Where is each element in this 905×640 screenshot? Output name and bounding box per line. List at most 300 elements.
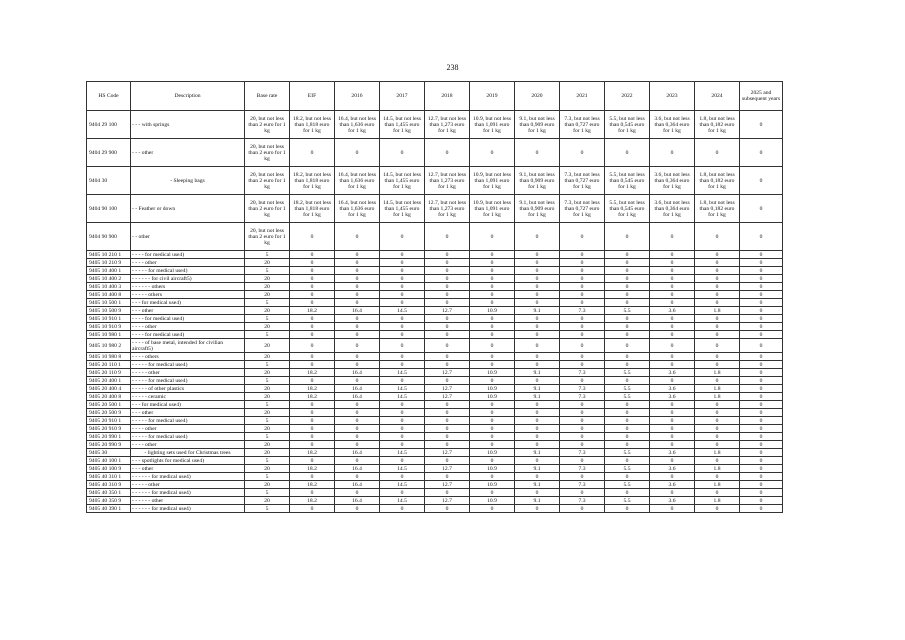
rate-cell: 9.1 — [515, 449, 560, 457]
rate-cell: 0 — [425, 417, 470, 425]
base-rate-cell: 20 — [245, 283, 290, 291]
hs-code-cell: 9405 10 400 3 — [87, 283, 131, 291]
rate-cell: 0 — [335, 505, 380, 513]
rate-cell: 9.1 — [515, 393, 560, 401]
base-rate-cell: 20, but not less than 2 euro for 1 kg — [245, 111, 290, 139]
rate-cell: 0 — [425, 409, 470, 417]
rate-cell: 0 — [605, 315, 650, 323]
table-row — [87, 267, 783, 275]
rate-cell: 1.8 — [695, 481, 740, 489]
rate-cell: 0 — [695, 489, 740, 497]
rate-cell: 0 — [335, 361, 380, 369]
base-rate-cell: 20 — [245, 409, 290, 417]
rate-cell: 0 — [605, 417, 650, 425]
table-row — [87, 449, 783, 457]
description-cell: - - - - - other — [131, 481, 245, 489]
rate-cell: 0 — [740, 465, 783, 473]
description-cell: - - - - - for medical use4) — [131, 433, 245, 441]
rate-cell: 0 — [290, 267, 335, 275]
rate-cell: 0 — [470, 353, 515, 361]
rate-cell: 10.9, but not less than 1,091 euro for 1 kg — [470, 167, 515, 195]
rate-cell: 0 — [425, 457, 470, 465]
rate-cell: 0 — [740, 489, 783, 497]
description-cell: - - - - - - other — [131, 497, 245, 505]
rate-cell: 12.7 — [425, 369, 470, 377]
rate-cell: 18.2 — [290, 449, 335, 457]
rate-cell: 10.9 — [470, 465, 515, 473]
hs-code-cell: 9405 10 400 1 — [87, 267, 131, 275]
rate-cell: 0 — [470, 473, 515, 481]
hs-code-cell: 9405 20 910 1 — [87, 417, 131, 425]
rate-cell: 0 — [425, 315, 470, 323]
rate-cell: 0 — [380, 299, 425, 307]
rate-cell: 0 — [650, 339, 695, 353]
rate-cell: 5.5 — [605, 307, 650, 315]
table-row — [87, 473, 783, 481]
table-row — [87, 223, 783, 251]
rate-cell: 0 — [695, 299, 740, 307]
description-cell: - - - - - for medical use4) — [131, 267, 245, 275]
rate-cell: 0 — [515, 457, 560, 465]
rate-cell: 0 — [650, 441, 695, 449]
rate-cell: 14.5 — [380, 307, 425, 315]
rate-cell: 0 — [605, 283, 650, 291]
header-2018: 2018 — [425, 82, 470, 111]
rate-cell: 1.8 — [695, 307, 740, 315]
rate-cell: 0 — [515, 361, 560, 369]
rate-cell: 0 — [650, 425, 695, 433]
rate-cell: 0 — [740, 275, 783, 283]
rate-cell: 0 — [740, 425, 783, 433]
base-rate-cell: 5 — [245, 505, 290, 513]
rate-cell: 14.5 — [380, 393, 425, 401]
header-base-rate: Base rate — [245, 82, 290, 111]
header-2017: 2017 — [380, 82, 425, 111]
base-rate-cell: 20 — [245, 339, 290, 353]
hs-code-cell: 9405 20 910 9 — [87, 425, 131, 433]
rate-cell: 1.8 — [695, 393, 740, 401]
rate-cell: 0 — [605, 409, 650, 417]
base-rate-cell: 20, but not less than 2 euro for 1 kg — [245, 139, 290, 167]
rate-cell: 0 — [740, 167, 783, 195]
rate-cell: 0 — [380, 223, 425, 251]
base-rate-cell: 5 — [245, 299, 290, 307]
rate-cell: 0 — [335, 433, 380, 441]
hs-code-cell: 9405 40 310 9 — [87, 481, 131, 489]
rate-cell: 0 — [335, 275, 380, 283]
rate-cell: 0 — [335, 259, 380, 267]
rate-cell: 0 — [605, 401, 650, 409]
table-row — [87, 489, 783, 497]
description-cell: - - other — [131, 223, 245, 251]
rate-cell: 0 — [515, 417, 560, 425]
rate-cell: 0 — [695, 377, 740, 385]
rate-cell: 14.5 — [380, 385, 425, 393]
rate-cell: 0 — [515, 401, 560, 409]
base-rate-cell: 5 — [245, 433, 290, 441]
rate-cell: 0 — [740, 307, 783, 315]
rate-cell: 9.1 — [515, 481, 560, 489]
rate-cell: 0 — [740, 497, 783, 505]
table-row — [87, 339, 783, 353]
rate-cell: 14.5, but not less than 1,455 euro for 1 kg — [380, 195, 425, 223]
base-rate-cell: 20 — [245, 449, 290, 457]
rate-cell: 0 — [560, 315, 605, 323]
rate-cell: 0 — [560, 339, 605, 353]
rate-cell: 0 — [470, 457, 515, 465]
rate-cell: 0 — [290, 283, 335, 291]
rate-cell: 0 — [650, 433, 695, 441]
base-rate-cell: 20 — [245, 465, 290, 473]
description-cell: - - - - - - others — [131, 283, 245, 291]
rate-cell: 0 — [335, 223, 380, 251]
rate-cell: 10.9, but not less than 1,091 euro for 1 kg — [470, 111, 515, 139]
rate-cell: 0 — [425, 299, 470, 307]
rate-cell: 0 — [290, 409, 335, 417]
rate-cell: 0 — [290, 433, 335, 441]
rate-cell: 0 — [605, 299, 650, 307]
rate-cell: 0 — [515, 331, 560, 339]
rate-cell: 0 — [740, 417, 783, 425]
table-row — [87, 457, 783, 465]
rate-cell: 10.9 — [470, 497, 515, 505]
rate-cell: 16.4 — [335, 385, 380, 393]
rate-cell: 0 — [290, 473, 335, 481]
rate-cell: 3.6, but not less than 0,364 euro for 1 kg — [650, 195, 695, 223]
hs-code-cell: 9405 20 500 1 — [87, 401, 131, 409]
rate-cell: 16.4 — [335, 497, 380, 505]
rate-cell: 0 — [470, 315, 515, 323]
base-rate-cell: 20 — [245, 385, 290, 393]
rate-cell: 14.5, but not less than 1,455 euro for 1 kg — [380, 111, 425, 139]
rate-cell: 0 — [740, 393, 783, 401]
rate-cell: 0 — [380, 409, 425, 417]
rate-cell: 0 — [380, 377, 425, 385]
rate-cell: 18.2 — [290, 481, 335, 489]
rate-cell: 0 — [605, 377, 650, 385]
rate-cell: 0 — [650, 323, 695, 331]
rate-cell: 0 — [335, 457, 380, 465]
rate-cell: 0 — [425, 283, 470, 291]
rate-cell: 12.7, but not less than 1,273 euro for 1 kg — [425, 111, 470, 139]
hs-code-cell: 9405 10 210 9 — [87, 259, 131, 267]
rate-cell: 10.9 — [470, 449, 515, 457]
rate-cell: 18.2, but not less than 1,818 euro for 1 kg — [290, 167, 335, 195]
rate-cell: 0 — [605, 441, 650, 449]
hs-code-cell: 9404 30 — [87, 167, 131, 195]
rate-cell: 3.6 — [650, 393, 695, 401]
rate-cell: 0 — [560, 353, 605, 361]
hs-code-cell: 9405 20 110 1 — [87, 361, 131, 369]
rate-cell: 0 — [380, 291, 425, 299]
rate-cell: 0 — [650, 353, 695, 361]
hs-code-cell: 9405 20 500 9 — [87, 409, 131, 417]
rate-cell: 0 — [335, 339, 380, 353]
rate-cell: 0 — [695, 315, 740, 323]
rate-cell: 9.1 — [515, 465, 560, 473]
rate-cell: 0 — [560, 433, 605, 441]
table-row — [87, 497, 783, 505]
rate-cell: 0 — [380, 339, 425, 353]
rate-cell: 0 — [290, 299, 335, 307]
table-row — [87, 361, 783, 369]
rate-cell: 5.5, but not less than 0,545 euro for 1 kg — [605, 195, 650, 223]
rate-cell: 12.7 — [425, 449, 470, 457]
description-cell: - - - - for medical use4) — [131, 315, 245, 323]
rate-cell: 0 — [740, 457, 783, 465]
hs-code-cell: 9405 20 400 1 — [87, 377, 131, 385]
rate-cell: 0 — [515, 323, 560, 331]
rate-cell: 5.5 — [605, 481, 650, 489]
rate-cell: 0 — [515, 223, 560, 251]
rate-cell: 0 — [515, 473, 560, 481]
rate-cell: 0 — [380, 315, 425, 323]
rate-cell: 0 — [380, 323, 425, 331]
rate-cell: 0 — [560, 401, 605, 409]
rate-cell: 18.2, but not less than 1,818 euro for 1 kg — [290, 195, 335, 223]
table-row — [87, 111, 783, 139]
rate-cell: 10.9 — [470, 369, 515, 377]
rate-cell: 0 — [425, 353, 470, 361]
rate-cell: 0 — [650, 361, 695, 369]
page-number: 238 — [446, 63, 459, 72]
rate-cell: 0 — [335, 299, 380, 307]
rate-cell: 0 — [470, 251, 515, 259]
rate-cell: 0 — [695, 275, 740, 283]
rate-cell: 0 — [560, 267, 605, 275]
rate-cell: 0 — [380, 505, 425, 513]
rate-cell: 0 — [380, 139, 425, 167]
rate-cell: 9.1, but not less than 0,909 euro for 1 kg — [515, 195, 560, 223]
rate-cell: 0 — [605, 267, 650, 275]
rate-cell: 0 — [380, 353, 425, 361]
base-rate-cell: 20 — [245, 353, 290, 361]
base-rate-cell: 5 — [245, 417, 290, 425]
rate-cell: 0 — [650, 275, 695, 283]
rate-cell: 0 — [290, 331, 335, 339]
table-row — [87, 441, 783, 449]
rate-cell: 0 — [695, 457, 740, 465]
rate-cell: 14.5 — [380, 369, 425, 377]
table-row — [87, 291, 783, 299]
hs-code-cell: 9405 40 390 1 — [87, 505, 131, 513]
description-cell: - - - - - other — [131, 369, 245, 377]
rate-cell: 0 — [605, 457, 650, 465]
hs-code-cell: 9405 20 110 9 — [87, 369, 131, 377]
rate-cell: 0 — [470, 299, 515, 307]
rate-cell: 0 — [605, 425, 650, 433]
rate-cell: 0 — [470, 489, 515, 497]
rate-cell: 0 — [290, 259, 335, 267]
description-cell: - - - for medical use4) — [131, 299, 245, 307]
rate-cell: 0 — [695, 425, 740, 433]
rate-cell: 0 — [650, 377, 695, 385]
rate-cell: 0 — [335, 283, 380, 291]
rate-cell: 0 — [515, 315, 560, 323]
rate-cell: 12.7 — [425, 393, 470, 401]
rate-cell: 0 — [605, 223, 650, 251]
rate-cell: 0 — [740, 433, 783, 441]
hs-code-cell: 9405 40 350 1 — [87, 489, 131, 497]
header-2024: 2024 — [695, 82, 740, 111]
hs-code-cell: 9405 10 980 2 — [87, 339, 131, 353]
rate-cell: 0 — [650, 457, 695, 465]
table-header-row — [87, 82, 783, 111]
table-row — [87, 283, 783, 291]
rate-cell: 12.7 — [425, 465, 470, 473]
rate-cell: 16.4, but not less than 1,636 euro for 1 kg — [335, 111, 380, 139]
rate-cell: 0 — [560, 323, 605, 331]
rate-cell: 0 — [290, 223, 335, 251]
rate-cell: 5.5 — [605, 385, 650, 393]
rate-cell: 9.1 — [515, 497, 560, 505]
rate-cell: 0 — [515, 139, 560, 167]
hs-code-cell: 9405 40 310 1 — [87, 473, 131, 481]
base-rate-cell: 20, but not less than 2 euro for 1 kg — [245, 195, 290, 223]
rate-cell: 0 — [695, 323, 740, 331]
rate-cell: 0 — [740, 505, 783, 513]
rate-cell: 0 — [470, 291, 515, 299]
rate-cell: 7.3, but not less than 0,727 euro for 1 kg — [560, 195, 605, 223]
rate-cell: 0 — [380, 331, 425, 339]
description-cell: - - - other — [131, 409, 245, 417]
base-rate-cell: 5 — [245, 377, 290, 385]
rate-cell: 7.3, but not less than 0,727 euro for 1 kg — [560, 111, 605, 139]
rate-cell: 0 — [695, 505, 740, 513]
description-cell: - - Feather or down — [131, 195, 245, 223]
base-rate-cell: 20 — [245, 369, 290, 377]
rate-cell: 1.8 — [695, 385, 740, 393]
rate-cell: 5.5 — [605, 369, 650, 377]
rate-cell: 0 — [650, 315, 695, 323]
description-cell: - - - - - - for civil aircraft5) — [131, 275, 245, 283]
rate-cell: 10.9 — [470, 385, 515, 393]
rate-cell: 1.8 — [695, 449, 740, 457]
rate-cell: 0 — [290, 339, 335, 353]
description-cell: - - - - - - for medical use4) — [131, 473, 245, 481]
rate-cell: 0 — [740, 339, 783, 353]
rate-cell: 7.3 — [560, 369, 605, 377]
header-eif: EIF — [290, 82, 335, 111]
rate-cell: 12.7 — [425, 497, 470, 505]
rate-cell: 0 — [335, 291, 380, 299]
rate-cell: 0 — [290, 291, 335, 299]
rate-cell: 5.5 — [605, 393, 650, 401]
rate-cell: 0 — [425, 259, 470, 267]
description-cell: - - - - other — [131, 441, 245, 449]
rate-cell: 0 — [335, 401, 380, 409]
description-cell: - - - - - - for medical use4) — [131, 505, 245, 513]
rate-cell: 0 — [515, 283, 560, 291]
base-rate-cell: 20 — [245, 259, 290, 267]
rate-cell: 9.1 — [515, 369, 560, 377]
tariff-schedule-table — [86, 81, 783, 513]
rate-cell: 0 — [695, 417, 740, 425]
rate-cell: 0 — [740, 299, 783, 307]
header-2019: 2019 — [470, 82, 515, 111]
hs-code-cell: 9405 20 400 4 — [87, 385, 131, 393]
table-row — [87, 323, 783, 331]
table-row — [87, 465, 783, 473]
rate-cell: 0 — [740, 223, 783, 251]
description-cell: - - - other — [131, 465, 245, 473]
rate-cell: 0 — [380, 457, 425, 465]
rate-cell: 5.5, but not less than 0,545 euro for 1 kg — [605, 167, 650, 195]
description-cell: - lighting sets used for Christmas trees — [131, 449, 245, 457]
rate-cell: 0 — [470, 331, 515, 339]
rate-cell: 7.3 — [560, 497, 605, 505]
rate-cell: 14.5, but not less than 1,455 euro for 1 kg — [380, 167, 425, 195]
table-row — [87, 369, 783, 377]
rate-cell: 0 — [560, 505, 605, 513]
base-rate-cell: 20, but not less than 2 euro for 1 kg — [245, 167, 290, 195]
rate-cell: 0 — [650, 473, 695, 481]
rate-cell: 0 — [560, 291, 605, 299]
rate-cell: 0 — [515, 409, 560, 417]
rate-cell: 0 — [560, 223, 605, 251]
rate-cell: 0 — [470, 409, 515, 417]
rate-cell: 7.3 — [560, 481, 605, 489]
rate-cell: 0 — [740, 473, 783, 481]
table-row — [87, 275, 783, 283]
rate-cell: 0 — [290, 275, 335, 283]
header-2022: 2022 — [605, 82, 650, 111]
base-rate-cell: 20 — [245, 393, 290, 401]
rate-cell: 7.3 — [560, 385, 605, 393]
rate-cell: 0 — [560, 331, 605, 339]
rate-cell: 0 — [515, 353, 560, 361]
rate-cell: 0 — [515, 441, 560, 449]
base-rate-cell: 5 — [245, 401, 290, 409]
rate-cell: 0 — [470, 425, 515, 433]
base-rate-cell: 5 — [245, 251, 290, 259]
rate-cell: 9.1 — [515, 307, 560, 315]
table-row — [87, 139, 783, 167]
rate-cell: 0 — [695, 283, 740, 291]
rate-cell: 0 — [605, 259, 650, 267]
rate-cell: 18.2, but not less than 1,818 euro for 1 kg — [290, 111, 335, 139]
rate-cell: 0 — [425, 275, 470, 283]
rate-cell: 18.2 — [290, 307, 335, 315]
rate-cell: 1.8, but not less than 0,182 euro for 1 kg — [695, 167, 740, 195]
base-rate-cell: 20 — [245, 441, 290, 449]
rate-cell: 0 — [740, 283, 783, 291]
rate-cell: 0 — [605, 433, 650, 441]
rate-cell: 0 — [380, 361, 425, 369]
table-row — [87, 167, 783, 195]
rate-cell: 0 — [380, 267, 425, 275]
rate-cell: 0 — [695, 223, 740, 251]
rate-cell: 0 — [515, 291, 560, 299]
base-rate-cell: 20 — [245, 481, 290, 489]
table-row — [87, 425, 783, 433]
rate-cell: 16.4, but not less than 1,636 euro for 1 kg — [335, 167, 380, 195]
rate-cell: 5.5, but not less than 0,545 euro for 1 kg — [605, 111, 650, 139]
rate-cell: 10.9 — [470, 481, 515, 489]
rate-cell: 0 — [560, 409, 605, 417]
base-rate-cell: 20 — [245, 291, 290, 299]
rate-cell: 3.6, but not less than 0,364 euro for 1 kg — [650, 167, 695, 195]
description-cell: - - - - - ceramic — [131, 393, 245, 401]
table-row — [87, 195, 783, 223]
rate-cell: 0 — [650, 489, 695, 497]
rate-cell: 0 — [335, 489, 380, 497]
table-row — [87, 315, 783, 323]
rate-cell: 0 — [425, 505, 470, 513]
header-description: Description — [131, 82, 245, 111]
rate-cell: 0 — [650, 259, 695, 267]
rate-cell: 0 — [515, 505, 560, 513]
